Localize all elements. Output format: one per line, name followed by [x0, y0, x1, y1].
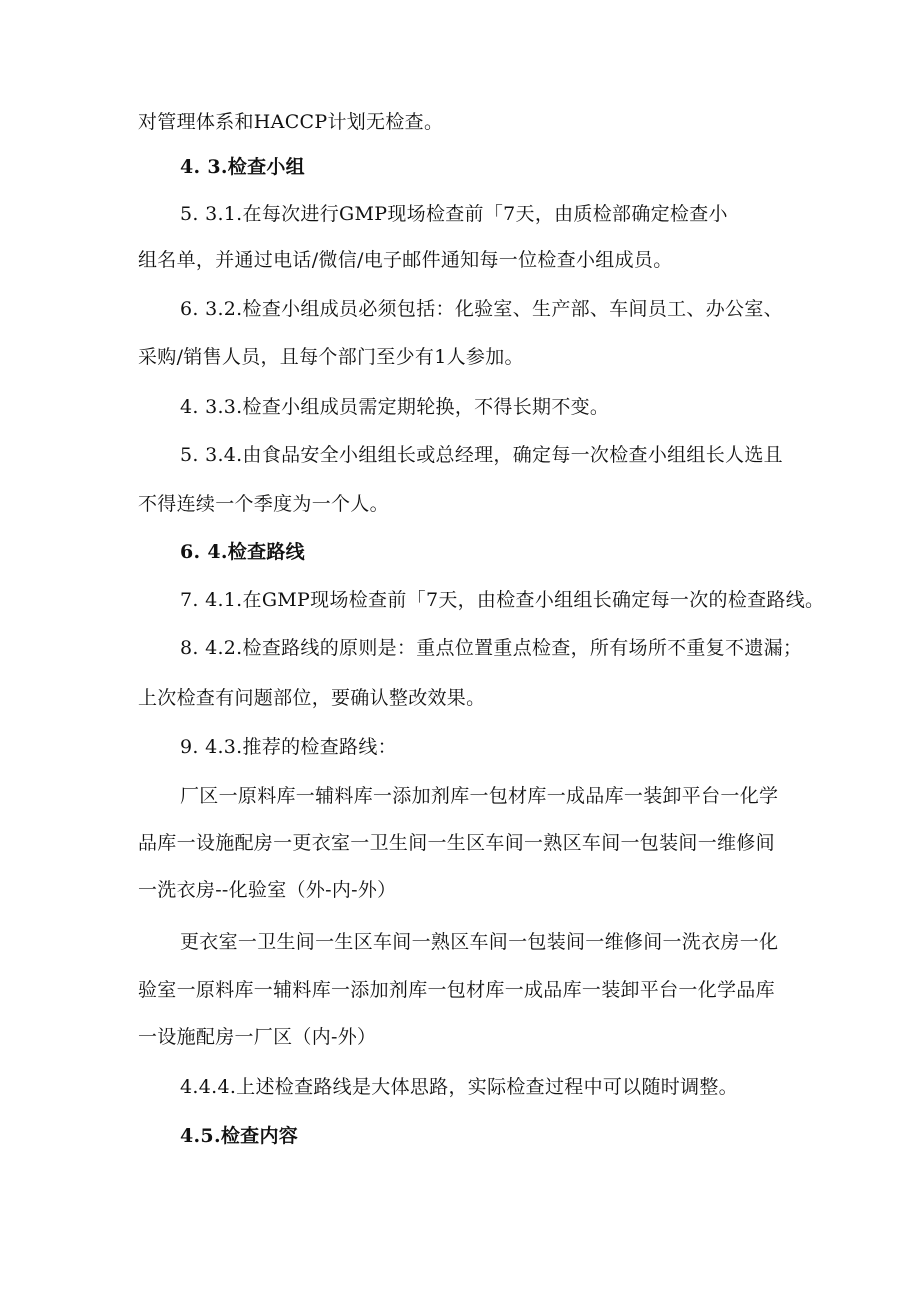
paragraph-line: 不得连续一个季度为一个人。 — [138, 493, 389, 515]
section-heading: 4. 3.检查小组 — [180, 156, 305, 178]
paragraph-line: 厂区一原料库一辅料库一添加剂库一包材库一成品库一装卸平台一化学 — [180, 785, 779, 807]
paragraph-line: 6. 3.2.检查小组成员必须包括：化验室、生产部、车间员工、办公室、 — [180, 298, 783, 320]
paragraph-line: 4. 3.3.检查小组成员需定期轮换，不得长期不变。 — [180, 396, 610, 418]
paragraph-line: 上次检查有问题部位，要确认整改效果。 — [138, 687, 486, 709]
paragraph-line: 组名单，并通过电话/微信/电子邮件通知每一位检查小组成员。 — [138, 249, 673, 271]
paragraph-line: 采购/销售人员，且每个部门至少有1人参加。 — [138, 346, 524, 368]
paragraph-line: 8. 4.2.检查路线的原则是：重点位置重点检查，所有场所不重复不遗漏； — [180, 637, 803, 659]
section-heading: 6. 4.检查路线 — [180, 541, 305, 563]
paragraph-line: 验室一原料库一辅料库一添加剂库一包材库一成品库一装卸平台一化学品库 — [138, 979, 775, 1001]
paragraph-line: 更衣室一卫生间一生区车间一熟区车间一包装间一维修间一洗衣房一化 — [180, 931, 779, 953]
paragraph-line: 一洗衣房--化验室（外-内-外） — [138, 879, 397, 901]
paragraph-line: 5. 3.1.在每次进行GMP现场检查前「7天，由质检部确定检查小 — [180, 203, 728, 225]
paragraph-line: 7. 4.1.在GMP现场检查前「7天，由检查小组组长确定每一次的检查路线。 — [180, 589, 825, 611]
paragraph-line: 品库一设施配房一更衣室一卫生间一生区车间一熟区车间一包装间一维修间 — [138, 832, 775, 854]
section-heading: 4.5.检查内容 — [180, 1125, 299, 1147]
paragraph-line: 4.4.4.上述检查路线是大体思路，实际检查过程中可以随时调整。 — [180, 1076, 738, 1098]
paragraph-line: 一设施配房一厂区（内-外） — [138, 1026, 377, 1048]
paragraph-line: 5. 3.4.由食品安全小组组长或总经理，确定每一次检查小组组长人选且 — [180, 444, 783, 466]
paragraph-line: 对管理体系和HACCP计划无检查。 — [138, 111, 444, 133]
paragraph-line: 9. 4.3.推荐的检查路线： — [180, 736, 397, 758]
